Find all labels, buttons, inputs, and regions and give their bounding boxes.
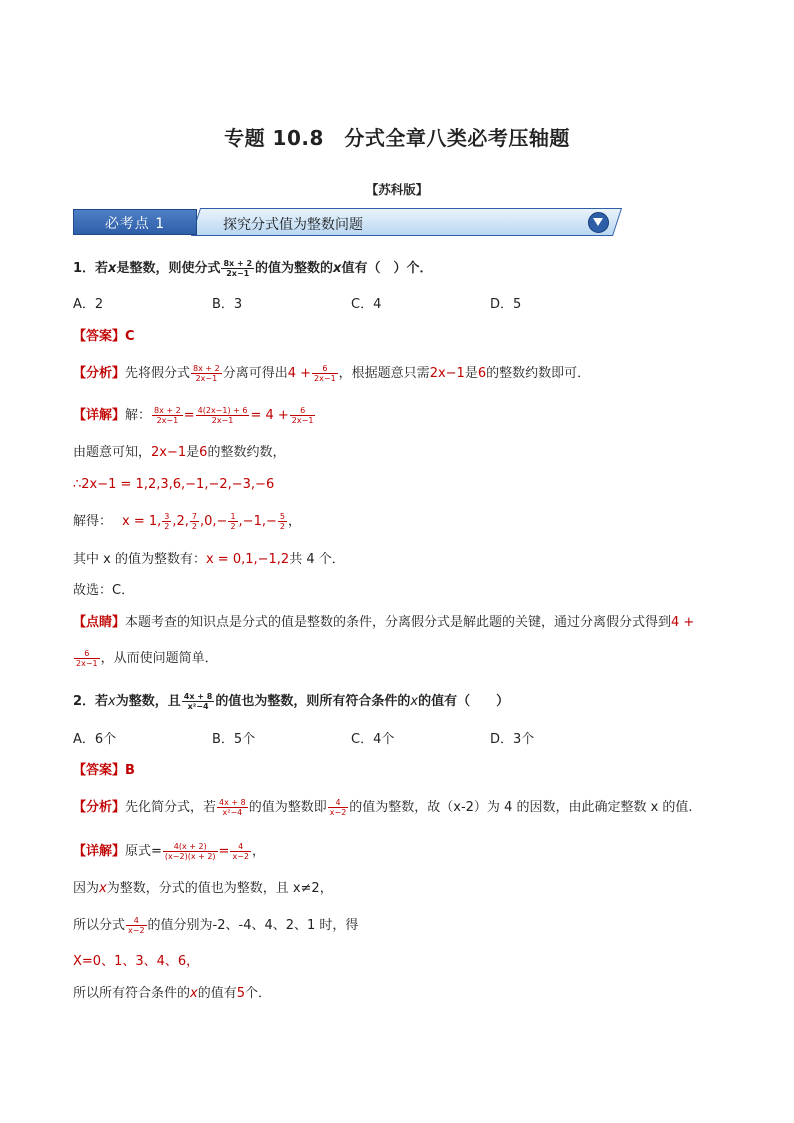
section-banner <box>73 207 613 236</box>
q2-step4: X=0、1、3、4、6， <box>73 954 200 969</box>
q1-answer: 【答案】C <box>73 329 135 344</box>
q1-number: 1．若 <box>73 261 109 276</box>
q2-option-b[interactable]: B．5个 <box>212 732 256 747</box>
q1-analysis-fraction: $\frac{8x + 2}{2x-1}$ <box>193 364 220 383</box>
q1-detail: 【详解】解： $\frac{8x + 2}{2x-1}$ = $\frac{4(2x-1) + 6}{2x-1}$ = 4 + $\frac{6}{2x-1}$ <box>73 406 314 425</box>
q1-option-b[interactable]: B．3 <box>212 297 243 312</box>
q1-option-c[interactable]: C．4 <box>351 297 382 312</box>
q2-step5: 所以所有符合条件的x的值有5个． <box>73 986 272 1001</box>
q1-step3: ∴2x−1 = 1,2,3,6,−1,−2,−3,−6 <box>73 477 275 492</box>
q2-number: 2．若 <box>73 694 109 709</box>
q1-step4: 解得： x = 1, $\frac{3}{2}$ ,2, $\frac{7}{2}$ ,0,− $\frac{1}{2}$ ,−1,− $\frac{5}{2}$ ， <box>73 512 301 531</box>
q2-option-a[interactable]: A．6个 <box>73 732 117 747</box>
q1-point-cont: $\frac{6}{2x-1}$ ，从而使问题简单． <box>76 649 218 668</box>
q1-analysis: 【分析】先将假分式 $\frac{8x + 2}{2x-1}$ 分离可得出4 + $\frac{6}{2x-1}$ ，根据题意只需2x−1是6的整数约数即可． <box>73 364 591 383</box>
q1-option-a[interactable]: A．2 <box>73 297 104 312</box>
q2-options <box>73 731 629 749</box>
edition-label: 【苏科版】 <box>365 182 429 197</box>
q2-option-d[interactable]: D．3个 <box>490 732 535 747</box>
q2-answer: 【答案】B <box>73 763 135 778</box>
q1-options <box>73 296 629 314</box>
banner-label: 必考点 1 <box>104 216 166 232</box>
q2-option-c[interactable]: C．4个 <box>351 732 395 747</box>
page-title: 专题 10.8 分式全章八类必考压轴题 <box>224 126 570 150</box>
q1-point: 【点睛】本题考查的知识点是分式的值是整数的条件，分离假分式是解此题的关键，通过分离假分式得到4 + <box>73 615 695 630</box>
q2-analysis: 【分析】先化简分式，若 $\frac{4x + 8}{\text{x²−4}}$ 的值为整数即 $\frac{4}{x-2}$ 的值为整数，故（x-2）为 4 的因数，由此确定整数 x 的值. <box>73 798 693 817</box>
banner-label-box <box>73 209 197 235</box>
q2-step2: 因为x为整数，分式的值也为整数，且 x≠2， <box>73 881 333 896</box>
q1-stem: 1．若x是整数，则使分式 $\frac{8x + 2}{2x-1}$ 的值为整数的x值有（ ）个． <box>73 259 433 278</box>
q1-option-d[interactable]: D．5 <box>490 297 522 312</box>
chevron-down-icon[interactable] <box>588 212 609 233</box>
q1-var: x <box>108 261 117 276</box>
q2-step3: 所以分式 $\frac{4}{x-2}$ 的值分别为-2、-4、4、2、1 时，得 <box>73 916 359 935</box>
banner-topic: 探究分式值为整数问题 <box>223 217 363 233</box>
q1-step5: 其中 x 的值为整数有：x = 0,1,−1,2共 4 个． <box>73 552 345 567</box>
q2-fraction: $\frac{4x + 8}{\text{x²−4}}$ <box>183 692 213 711</box>
q1-step2: 由题意可知，2x−1是6的整数约数， <box>73 445 286 460</box>
q2-stem: 2．若x为整数，且 $\frac{4x + 8}{\text{x²−4}}$ 的值也为整数，则所有符合条件的x的值有（ ） <box>73 692 510 711</box>
q2-detail: 【详解】原式= $\frac{4(x + 2)}{(x-2)(x + 2)}$ = $\frac{4}{x-2}$ ， <box>73 842 265 861</box>
q1-fraction: $\frac{8x + 2}{2x-1}$ <box>223 259 253 278</box>
q1-choice: 故选：C． <box>73 583 135 598</box>
